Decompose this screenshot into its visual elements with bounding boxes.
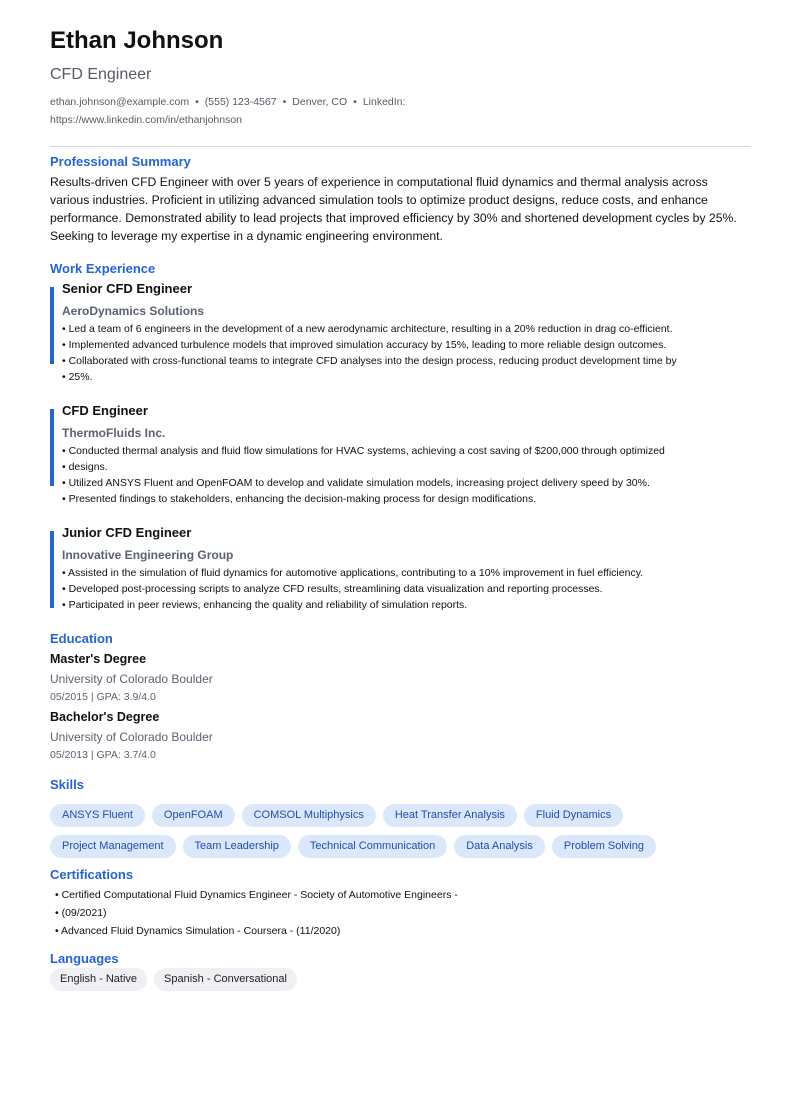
job-bullets: [62, 321, 702, 385]
section-heading-certifications: Certifications: [50, 867, 134, 882]
job-bullet: • Collaborated with cross-functional teams to integrate CFD analyses into the design process, reducing product development time by: [62, 355, 677, 367]
experience-entry: [50, 281, 750, 385]
job-title: Senior CFD Engineer: [62, 281, 193, 296]
experience-entry: [50, 525, 750, 615]
skill-chip: OpenFOAM: [152, 804, 235, 827]
contact-info: [50, 93, 490, 129]
candidate-role: CFD Engineer: [50, 66, 152, 83]
skill-chip: Heat Transfer Analysis: [383, 804, 517, 827]
language-chip: Spanish - Conversational: [154, 968, 297, 991]
experience-accent-bar: [50, 409, 54, 486]
certification-item: • Advanced Fluid Dynamics Simulation - Coursera - (11/2020): [55, 925, 341, 937]
job-bullet: • Presented findings to stakeholders, enhancing the decision-making process for design modifications.: [62, 493, 537, 505]
contact-location: Denver, CO: [292, 96, 348, 108]
job-bullet: • Conducted thermal analysis and fluid flow simulations for HVAC systems, achieving a cost saving of $200,000 through optimized: [62, 445, 665, 457]
skill-chip: ANSYS Fluent: [50, 804, 145, 827]
education-school: University of Colorado Boulder: [50, 672, 213, 686]
skill-chip: COMSOL Multiphysics: [242, 804, 376, 827]
job-bullets: [62, 565, 702, 613]
skill-chip: Technical Communication: [298, 835, 447, 858]
job-bullet: • Assisted in the simulation of fluid dynamics for automotive applications, contributing to a 10% improvement in fuel efficiency.: [62, 567, 644, 579]
job-bullet: • Led a team of 6 engineers in the development of a new aerodynamic architecture, resulting in a 20% reduction in drag co-efficient.: [62, 323, 673, 335]
education-meta: 05/2013 | GPA: 3.7/4.0: [50, 749, 156, 761]
linkedin-label: LinkedIn:: [362, 96, 406, 108]
company-name: Innovative Engineering Group: [62, 548, 234, 562]
job-bullet: • designs.: [62, 461, 108, 473]
certification-item: • (09/2021): [55, 907, 107, 919]
company-name: AeroDynamics Solutions: [62, 304, 205, 318]
section-heading-experience: Work Experience: [50, 261, 156, 276]
separator-dot: •: [195, 96, 199, 108]
company-name: ThermoFluids Inc.: [62, 426, 166, 440]
skill-chip: Data Analysis: [454, 835, 545, 858]
skill-chip: Team Leadership: [183, 835, 291, 858]
job-bullets: [62, 443, 702, 507]
job-bullet: • Participated in peer reviews, enhancing the quality and reliability of simulation reports.: [62, 599, 468, 611]
header-divider: [50, 146, 751, 147]
candidate-name: Ethan Johnson: [50, 27, 224, 54]
section-heading-summary: Professional Summary: [50, 154, 191, 169]
job-bullet: • Utilized ANSYS Fluent and OpenFOAM to develop and validate simulation models, increasing project delivery speed by 30%.: [62, 477, 650, 489]
experience-entry: [50, 403, 750, 507]
contact-email[interactable]: ethan.johnson@example.com: [50, 96, 190, 108]
language-chip: English - Native: [50, 968, 147, 991]
job-bullet: • Developed post-processing scripts to analyze CFD results, streamlining data visualization and reporting processes.: [62, 583, 603, 595]
languages-list: [50, 968, 750, 991]
skill-chip: Fluid Dynamics: [524, 804, 623, 827]
job-bullet: • 25%.: [62, 371, 93, 383]
education-meta: 05/2015 | GPA: 3.9/4.0: [50, 691, 156, 703]
separator-dot: •: [353, 96, 357, 108]
education-school: University of Colorado Boulder: [50, 730, 213, 744]
skills-list: [50, 804, 750, 858]
experience-accent-bar: [50, 531, 54, 608]
experience-accent-bar: [50, 287, 54, 364]
skill-chip: Project Management: [50, 835, 176, 858]
job-bullet: • Implemented advanced turbulence models that improved simulation accuracy by 15%, leading to more reliable design outcomes.: [62, 339, 667, 351]
separator-dot: •: [282, 96, 287, 108]
job-title: CFD Engineer: [62, 403, 148, 418]
section-heading-languages: Languages: [50, 951, 119, 966]
certifications-list: [55, 886, 475, 940]
section-heading-skills: Skills: [50, 777, 84, 792]
summary-text: Results-driven CFD Engineer with over 5 years of experience in computational fluid dynamics and thermal analysis across various industries. Proficient in utilizing advanced simulation tools to optimize product designs, reduce costs, and enhance performance. Demonstrated ability to lead projects that improved efficiency by 30% and shortened development cycles by 25%. Seeking to leverage my expertise in a dynamic engineering environment.: [50, 175, 737, 243]
certification-item: • Certified Computational Fluid Dynamics Engineer - Society of Automotive Engineers -: [55, 889, 458, 901]
job-title: Junior CFD Engineer: [62, 525, 192, 540]
skill-chip: Problem Solving: [552, 835, 656, 858]
section-heading-education: Education: [50, 631, 113, 646]
education-degree: Bachelor's Degree: [50, 710, 160, 724]
linkedin-link[interactable]: https://www.linkedin.com/in/ethanjohnson: [50, 114, 243, 126]
contact-phone: (555) 123-4567: [204, 96, 277, 108]
education-degree: Master's Degree: [50, 652, 147, 666]
